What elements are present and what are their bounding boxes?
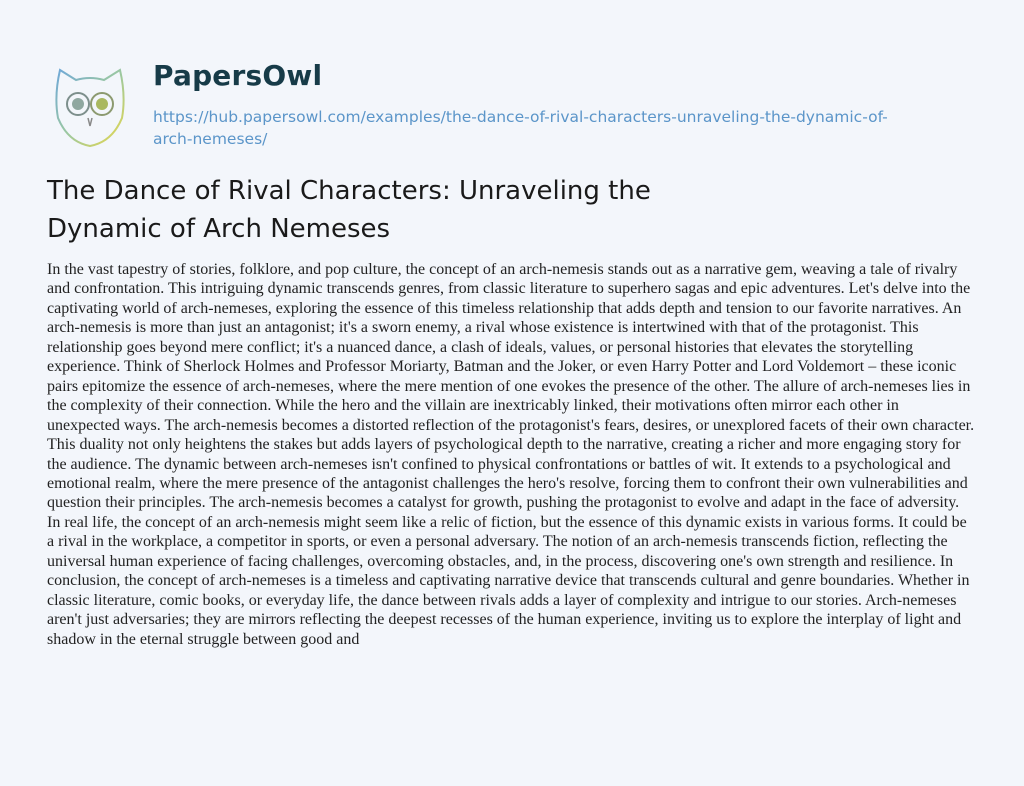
body-text-line: question their principles. The arch-nemesis becomes a catalyst for growth, pushing the protagonist to evolve and adapt in the face of adversity.	[47, 494, 960, 512]
body-text-line: classic literature, comic books, or everyday life, the dance between rivals adds a layer of complexity and intrigue to our stories. Arch-nemeses	[47, 591, 957, 609]
body-text-line: emotional realm, where the mere presence of the antagonist challenges the hero's resolve, forcing them to confront their own vulnerabilities and	[47, 474, 968, 492]
body-text-line: a rival in the workplace, a competitor in sports, or even a personal adversary. The notion of an arch-nemesis transcends fiction, reflecting the	[47, 533, 948, 551]
body-text-line: pairs epitomize the essence of arch-nemeses, where the mere mention of one evokes the presence of the other. The allure of arch-nemeses lies in	[47, 377, 971, 395]
url-line-2[interactable]: arch-nemeses/	[153, 130, 268, 148]
source-url-link[interactable]	[153, 106, 953, 150]
article-body	[47, 260, 1007, 649]
body-text-line: experience. Think of Sherlock Holmes and Professor Moriarty, Batman and the Joker, or even Harry Potter and Lord Voldemort – these iconic	[47, 358, 957, 376]
body-text-line: the complexity of their connection. While the hero and the villain are inextricably linked, their motivations often mirror each other in	[47, 397, 899, 415]
url-line-1[interactable]: https://hub.papersowl.com/examples/the-dance-of-rival-characters-unraveling-the-dynamic-of-	[153, 108, 888, 126]
body-text-line: universal human experience of facing challenges, overcoming obstacles, and, in the process, discovering one's own strength and resilience. In	[47, 552, 954, 570]
body-text-line: the audience. The dynamic between arch-nemeses isn't confined to physical confrontations or battles of wit. It extends to a psychological and	[47, 455, 951, 473]
body-text-line: captivating world of arch-nemeses, exploring the essence of this timeless relationship that adds depth and tension to our favorite narratives. An	[47, 299, 962, 317]
body-text-line: relationship goes beyond mere conflict; it's a nuanced dance, a clash of ideals, values, or personal histories that elevates the storytelling	[47, 338, 914, 356]
brand-name: PapersOwl	[153, 59, 323, 92]
body-text-line: shadow in the eternal struggle between good and	[47, 630, 360, 648]
body-text-line: conclusion, the concept of arch-nemeses is a timeless and captivating narrative device that transcends cultural and genre boundaries. Whether in	[47, 572, 970, 590]
page-title	[47, 172, 687, 248]
body-text-line: In the vast tapestry of stories, folklore, and pop culture, the concept of an arch-nemesis stands out as a narrative gem, weaving a tale of rivalry	[47, 261, 958, 278]
body-text-line: In real life, the concept of an arch-nemesis might seem like a relic of fiction, but the essence of this dynamic exists in various forms. It could be	[47, 513, 967, 531]
title-line-1: The Dance of Rival Characters: Unraveling the	[47, 176, 651, 206]
body-text-line: arch-nemesis is more than just an antagonist; it's a sworn enemy, a rival whose existence is intertwined with that of the protagonist. This	[47, 319, 919, 337]
title-line-2: Dynamic of Arch Nemeses	[47, 214, 391, 244]
body-text-line: aren't just adversaries; they are mirrors reflecting the deepest recesses of the human experience, inviting us to explore the interplay of light and	[47, 611, 962, 629]
owl-logo-icon	[52, 66, 128, 148]
body-text-line: This duality not only heightens the stakes but adds layers of psychological depth to the narrative, creating a richer and more engaging story for	[47, 436, 961, 454]
body-text-line: unexpected ways. The arch-nemesis becomes a distorted reflection of the protagonist's fears, desires, or unexplored facets of their own character.	[47, 416, 975, 434]
body-text-line: and confrontation. This intriguing dynamic transcends genres, from classic literature to superhero sagas and epic adventures. Let's delve into the	[47, 280, 971, 298]
